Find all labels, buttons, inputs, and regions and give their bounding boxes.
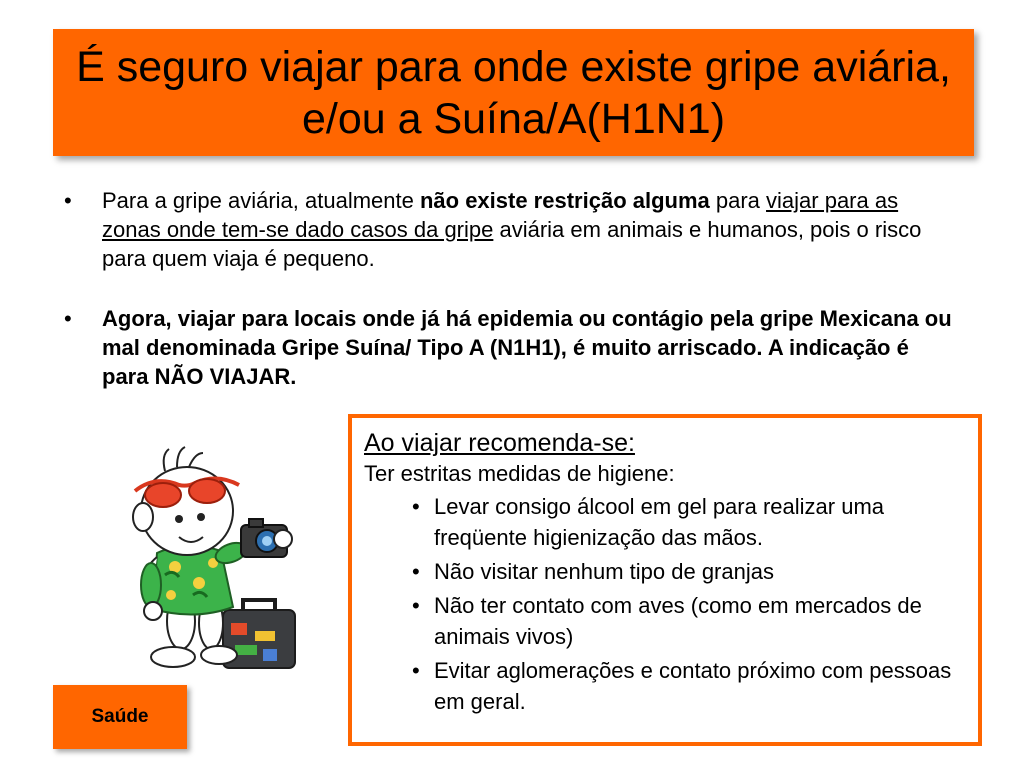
bullet-bold-text: Agora, viajar para locais onde já há epidemia ou contágio pela gripe Mexicana ou mal denominada Gripe Suína/ Tipo A (N1H1), é muito arriscado. A indicação é para NÃO VIAJAR. [102, 306, 952, 389]
bullet-text: para [709, 188, 767, 213]
recommendation-item-text: Não visitar nenhum tipo de granjas [434, 559, 774, 584]
recommendation-item [412, 655, 964, 717]
bullet-bold-text: não existe restrição alguma [419, 188, 710, 213]
bullet-text: Para a gripe aviária, atualmente [102, 188, 420, 213]
slide-title: É seguro viajar para onde existe gripe aviária, e/ou a Suína/A(H1N1) [76, 42, 951, 143]
recommendation-box [348, 414, 982, 746]
title-box [53, 29, 974, 156]
bullet-text: aviária em animais e humanos, pois o risco para quem viaja é pequeno. [102, 217, 922, 271]
camera-icon [241, 519, 292, 557]
bullet-dot: • [412, 559, 420, 584]
bullet-item [60, 304, 960, 391]
bullet-dot: • [412, 593, 420, 618]
recommendation-item [412, 590, 964, 652]
bullet-underlined-text: viajar para as zonas onde tem-se dado casos da gripe [102, 188, 899, 242]
bullet-list [60, 186, 960, 422]
category-tag [53, 685, 187, 749]
category-tag-label: Saúde [91, 706, 149, 727]
recommendation-item-text: Evitar aglomerações e contato próximo com pessoas em geral. [434, 658, 952, 714]
bullet-dot: • [64, 306, 72, 331]
recommendation-item-text: Não ter contato com aves (como em mercados de animais vivos) [434, 593, 922, 649]
bullet-dot: • [64, 188, 72, 213]
bullet-dot: • [412, 494, 420, 519]
recommendation-list [364, 491, 964, 717]
recommendation-item [412, 491, 964, 553]
recommendation-heading: Ao viajar recomenda-se: [364, 429, 635, 457]
bullet-item [60, 186, 960, 273]
tourist-character-illustration [95, 445, 335, 685]
recommendation-subheading: Ter estritas medidas de higiene: [364, 461, 675, 486]
recommendation-item [412, 556, 964, 587]
bullet-dot: • [412, 658, 420, 683]
recommendation-item-text: Levar consigo álcool em gel para realizar uma freqüente higienização das mãos. [434, 494, 885, 550]
character-head [133, 447, 239, 555]
